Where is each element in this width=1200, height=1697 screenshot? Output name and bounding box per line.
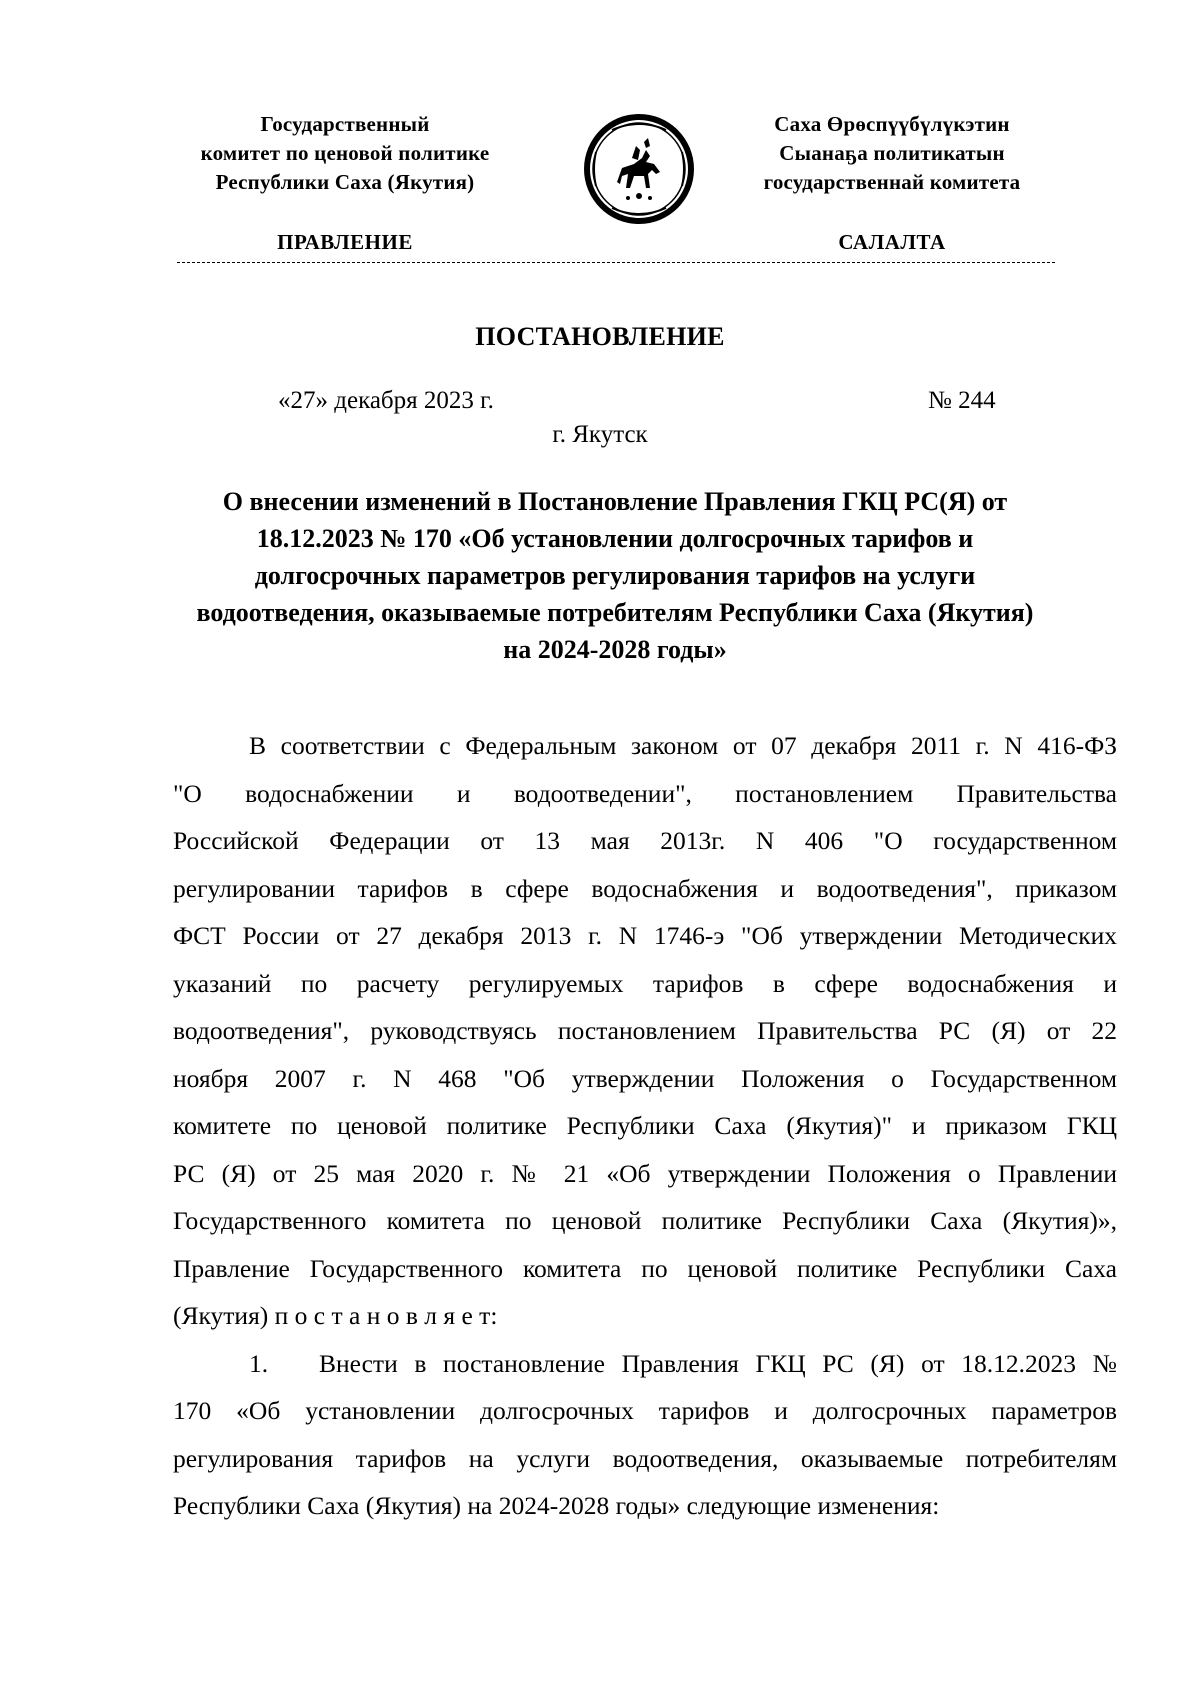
- body-line: комитете по ценовой политике Республики Саха (Якутия)" и приказом ГКЦ: [173, 1111, 1117, 1140]
- subject-line: на 2024-2028 годы»: [503, 635, 727, 664]
- board-label-russian: ПРАВЛЕНИЕ: [277, 230, 413, 254]
- org-name-line: комитет по ценовой политике: [200, 141, 490, 165]
- org-name-sakha: [722, 110, 1062, 197]
- coat-of-arms-icon: [582, 112, 696, 226]
- body-line: Правление Государственного комитета по ценовой политике Республики Саха: [173, 1253, 1117, 1283]
- body-line: водоотведения", руководствуясь постановлением Правительства РС (Я) от 22: [173, 1016, 1117, 1045]
- header-divider: [177, 262, 1055, 263]
- document-body: [173, 722, 1117, 1530]
- document-date: «27» декабря 2023 г.: [278, 387, 494, 414]
- org-name-line: Сыанаҕа политикатын: [779, 141, 1005, 165]
- body-line: ноября 2007 г. N 468 "Об утверждении Положения о Государственном: [173, 1063, 1117, 1093]
- document-city: г. Якутск: [552, 421, 648, 448]
- item-text: Внести в постановление Правления ГКЦ РС (Я) от 18.12.2023 №: [319, 1348, 1117, 1378]
- numbered-item-line: [173, 1340, 1117, 1388]
- body-line: РС (Я) от 25 мая 2020 г. № 21 «Об утверждении Положения о Правлении: [173, 1158, 1117, 1188]
- body-line: регулировании тарифов в сфере водоснабжения и водоотведения", приказом: [173, 873, 1117, 903]
- body-line: указаний по расчету регулируемых тарифов в сфере водоснабжения и: [173, 968, 1117, 998]
- document-header: [0, 110, 1200, 260]
- body-line: Республики Саха (Якутия) на 2024-2028 годы» следующие изменения:: [173, 1491, 940, 1520]
- org-name-line: Республики Саха (Якутия): [215, 170, 475, 194]
- subject-line: долгосрочных параметров регулирования тарифов на услуги: [254, 561, 976, 590]
- body-line: "О водоснабжении и водоотведении", постановлением Правительства: [173, 778, 1117, 808]
- body-line: Российской Федерации от 13 мая 2013г. N 406 "О государственном: [173, 826, 1117, 855]
- body-line: 170 «Об установлении долгосрочных тарифов и долгосрочных параметров: [173, 1396, 1117, 1425]
- subject-line: водоотведения, оказываемые потребителям Республики Саха (Якутия): [196, 598, 1034, 627]
- body-line: В соответствии с Федеральным законом от 07 декабря 2011 г. N 416-ФЗ: [249, 731, 1117, 760]
- org-name-russian: [150, 110, 540, 197]
- org-name-line: государственнай комитета: [763, 170, 1021, 194]
- document-subject: [150, 483, 1080, 668]
- org-name-line: Государственный: [260, 112, 430, 136]
- body-line: Государственного комитета по ценовой политике Республики Саха (Якутия)»,: [173, 1206, 1117, 1235]
- subject-line: 18.12.2023 № 170 «Об установлении долгосрочных тарифов и: [256, 524, 974, 553]
- document-type-title: ПОСТАНОВЛЕНИЕ: [475, 322, 725, 351]
- item-number: 1.: [249, 1348, 269, 1378]
- subject-line: О внесении изменений в Постановление Правления ГКЦ РС(Я) от: [222, 487, 1008, 516]
- org-name-line: Саха Өрөспүүбүлүкэтин: [774, 112, 1010, 136]
- body-line: регулирования тарифов на услуги водоотведения, оказываемые потребителям: [173, 1443, 1117, 1473]
- body-line: ФСТ России от 27 декабря 2013 г. N 1746-э "Об утверждении Методических: [173, 921, 1117, 950]
- body-line: (Якутия) п о с т а н о в л я е т:: [173, 1301, 498, 1330]
- document-number: № 244: [928, 387, 996, 414]
- board-label-sakha: САЛАЛТА: [838, 230, 946, 254]
